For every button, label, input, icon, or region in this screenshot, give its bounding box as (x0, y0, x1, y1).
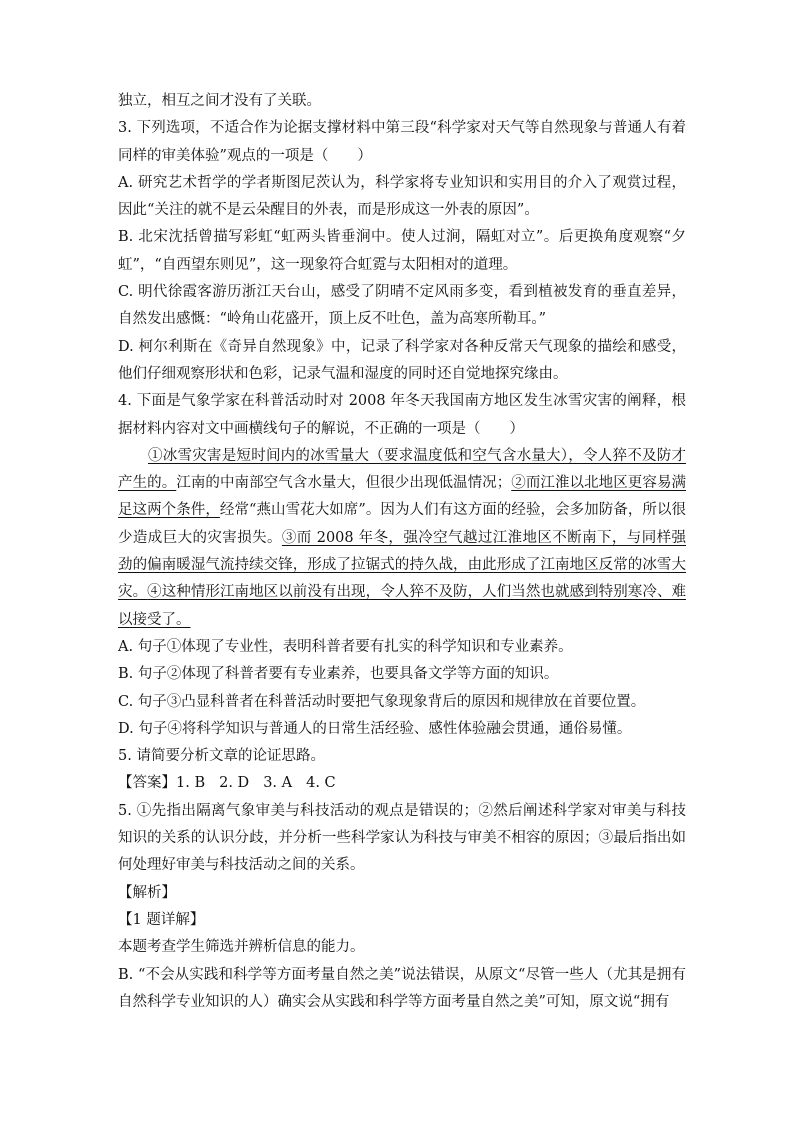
document-body (118, 88, 686, 1016)
question-3-stem: 3. 下列选项，不适合作为论据支撑材料中第三段“科学家对天气等自然现象与普通人有着同样的审美体验”观点的一项是（ ） (118, 120, 686, 164)
answer-item: 4. C (306, 775, 336, 792)
detail-1-option-b: B. “不会从实践和科学等方面考量自然之美”说法错误，从原文“尽管一些人（尤其是拥有自然科学专业知识的人）确实会从实践和科学等方面考量自然之美”可知，原文说“拥有 (118, 966, 686, 1010)
question-3-option-a: A. 研究艺术哲学的学者斯图尼茨认为，科学家将专业知识和实用目的介入了观赏过程，因此“关注的就不是云朵醒目的外表，而是形成这一外表的原因”。 (118, 174, 686, 219)
answer-label: 【答案】 (118, 775, 176, 792)
answer-item: 1. B (176, 775, 206, 792)
question-4-option-c: C. 句子③凸显科普者在科普活动时要把气象现象背后的原因和规律放在首要位置。 (118, 693, 646, 710)
question-3-option-b: B. 北宋沈括曾描写彩虹“虹两头皆垂涧中。使人过涧，隔虹对立”。后更换角度观察“夕虹”，“自西望东则见”，这一现象符合虹霓与太阳相对的道理。 (118, 229, 686, 273)
passage-text: 经常“燕山雪花大如席”。因为人们有这方面的经验，会多加防备，所以很少造成巨大的灾害损失。 (118, 502, 686, 546)
question-4-option-d: D. 句子④将科学知识与普通人的日常生活经验、感性体验融会贯通，通俗易懂。 (118, 720, 632, 737)
question-3-option-d: D. 柯尔利斯在《奇异自然现象》中，记录了科学家对各种反常天气现象的描绘和感受，他们仔细观察形状和色彩，记录气温和湿度的同时还自觉地探究缘由。 (118, 338, 686, 382)
question-3-option-c: C. 明代徐霞客游历浙江天台山，感受了阴晴不定风雨多变，看到植被发育的垂直差异，自然发出感慨：“岭角山花盛开，顶上反不吐色，盖为高寒所勒耳。” (118, 284, 686, 328)
detail-1-text: 本题考查学生筛选并辨析信息的能力。 (118, 939, 365, 956)
detail-1-label: 【1 题详解】 (118, 911, 205, 928)
question-4-stem: 4. 下面是气象学家在科普活动时对 2008 年冬天我国南方地区发生冰雪灾害的阐释，根据材料内容对文中画横线句子的解说，不正确的一项是（ ） (118, 393, 686, 437)
underlined-sentence-4: ④这种情形江南地区以前没有出现，令人猝不及防，人们当然也就感到特别寒冷、难以接受了。 (118, 584, 687, 628)
answer-item: 3. A (263, 775, 293, 792)
answer-item: 2. D (219, 775, 250, 792)
underlined-sentence-2: ②而江淮以北地区更容易满足这两个条件， (118, 475, 687, 519)
question-4-passage (118, 443, 686, 634)
text-line: 独立，相互之间才没有了关联。 (118, 93, 321, 109)
question-5-stem: 5. 请简要分析文章的论证思路。 (118, 748, 325, 765)
question-4-option-b: B. 句子②体现了科普者要有专业素养，也要具备文学等方面的知识。 (118, 666, 559, 683)
underlined-sentence-1: ①冰雪灾害是短时间内的冰雪量大（要求温度低和空气含水量大），令人猝不及防才产生的。 (118, 447, 686, 492)
question-4-option-a: A. 句子①体现了专业性，表明科普者要有扎实的科学知识和专业素养。 (118, 638, 573, 655)
answer-5: 5. ①先指出隔离气象审美与科技活动的观点是错误的；②然后阐述科学家对审美与科技知识的关系的认识分歧，并分析一些科学家认为科技与审美不相容的原因；③最后指出如何处理好审美与科技活动之间的关系。 (118, 802, 686, 874)
passage-text: 江南的中南部空气含水量大，但很少出现低温情况； (176, 475, 512, 492)
analysis-label: 【解析】 (118, 884, 176, 901)
answer-line (118, 770, 686, 797)
underlined-sentence-3: ③而 2008 年冬，强冷空气越过江淮地区不断南下，与同样强劲的偏南暖湿气流持续交锋，形成了拉锯式的持久战，由此形成了江南地区反常的冰雪大灾。 (118, 529, 687, 601)
